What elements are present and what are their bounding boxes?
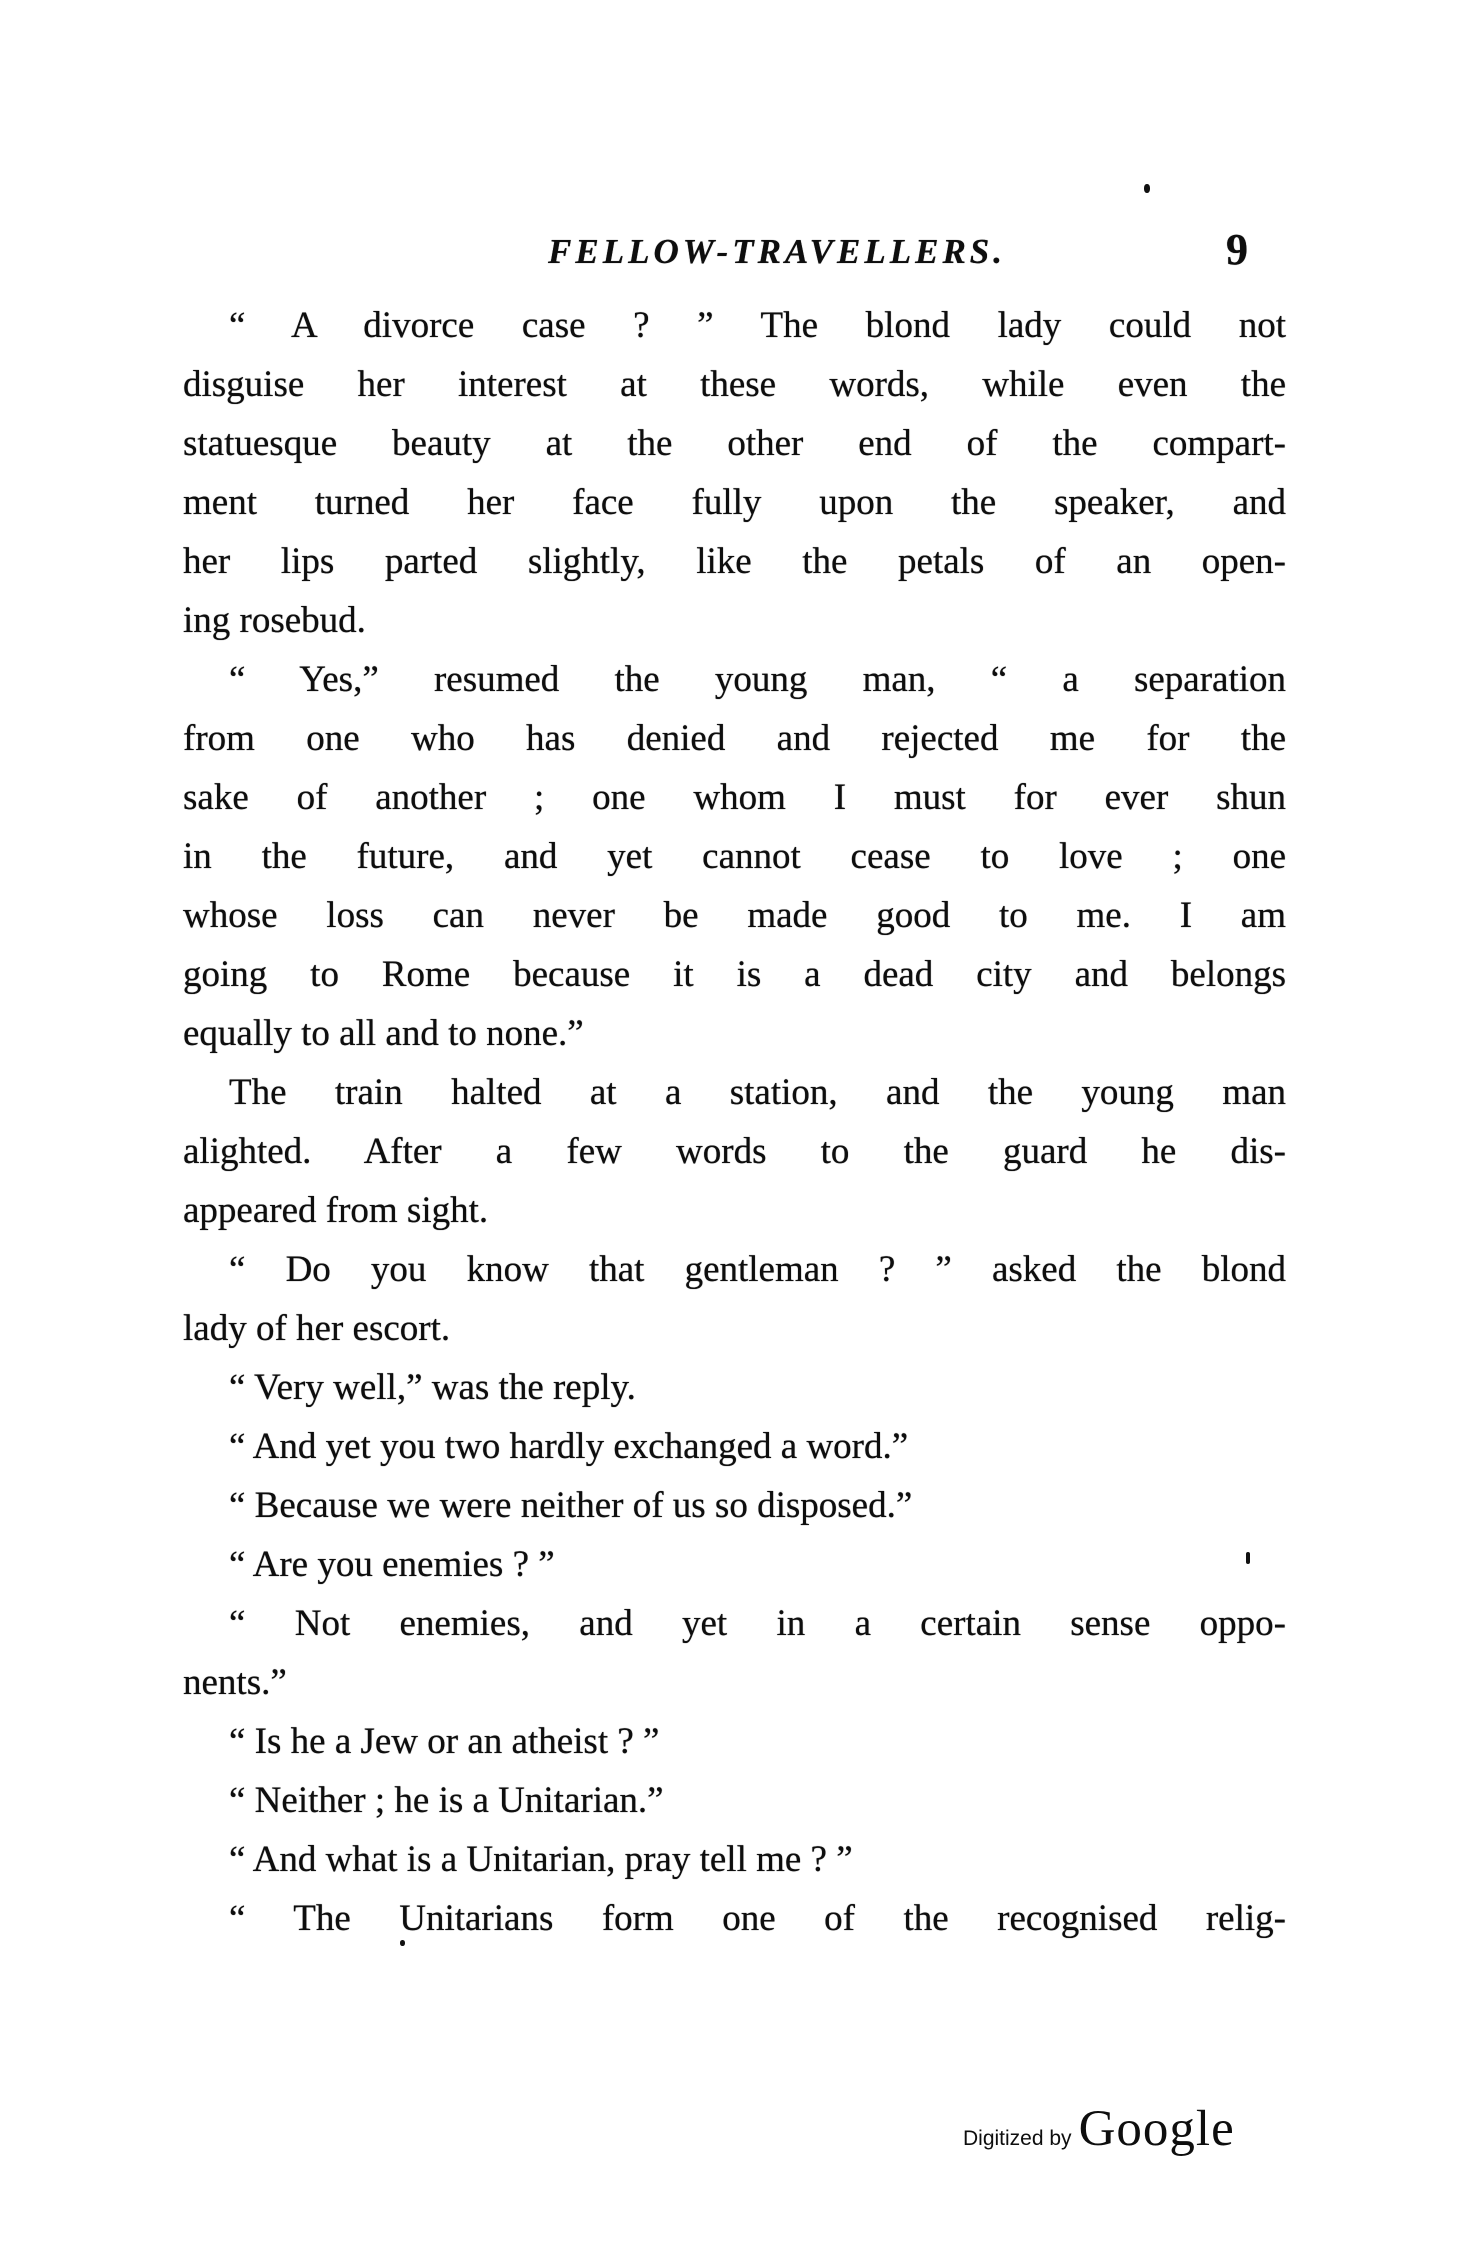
text-line: disguise her interest at these words, while even the xyxy=(183,364,1286,405)
text-line: ing rosebud. xyxy=(183,600,366,641)
text-line: statuesque beauty at the other end of the compart- xyxy=(183,423,1286,464)
text-line: in the future, and yet cannot cease to love ; one xyxy=(183,836,1286,877)
digitized-by-label: Digitized by xyxy=(963,2127,1072,2150)
running-title: FELLOW-TRAVELLERS. xyxy=(548,232,1007,271)
page-number: 9 xyxy=(1226,225,1248,274)
text-line: lady of her escort. xyxy=(183,1308,451,1349)
text-line: sake of another ; one whom I must for ever shun xyxy=(183,777,1286,818)
google-logo: Google xyxy=(1078,2101,1235,2157)
text-line: The train halted at a station, and the young man xyxy=(229,1072,1286,1113)
text-line: going to Rome because it is a dead city and belongs xyxy=(183,954,1286,995)
text-line: “ The Unitarians form one of the recognised relig- xyxy=(229,1898,1286,1939)
text-line: whose loss can never be made good to me. I am xyxy=(183,895,1286,936)
ink-speck xyxy=(1246,1552,1250,1564)
text-line: “ Yes,” resumed the young man, “ a separation xyxy=(229,659,1286,700)
text-line: “ Very well,” was the reply. xyxy=(229,1367,636,1408)
ink-speck xyxy=(1144,184,1150,193)
text-line: “ And yet you two hardly exchanged a word.” xyxy=(229,1426,909,1467)
text-line: “ And what is a Unitarian, pray tell me ? ” xyxy=(229,1839,853,1880)
ink-speck xyxy=(400,1940,405,1946)
text-line: “ Not enemies, and yet in a certain sense oppo- xyxy=(229,1603,1286,1644)
text-line: “ Are you enemies ? ” xyxy=(229,1544,555,1585)
digitization-credit xyxy=(963,2100,1235,2158)
text-line: “ A divorce case ? ” The blond lady could not xyxy=(229,305,1286,346)
text-line: nents.” xyxy=(183,1662,287,1703)
text-line: alighted. After a few words to the guard he dis- xyxy=(183,1131,1286,1172)
text-line: from one who has denied and rejected me for the xyxy=(183,718,1286,759)
text-line: “ Neither ; he is a Unitarian.” xyxy=(229,1780,664,1821)
text-line: appeared from sight. xyxy=(183,1190,489,1231)
text-line: ment turned her face fully upon the speaker, and xyxy=(183,482,1286,523)
body-text xyxy=(183,296,1286,1948)
text-line: “ Do you know that gentleman ? ” asked the blond xyxy=(229,1249,1286,1290)
text-line: equally to all and to none.” xyxy=(183,1013,584,1054)
text-line: “ Is he a Jew or an atheist ? ” xyxy=(229,1721,660,1762)
text-line: “ Because we were neither of us so disposed.” xyxy=(229,1485,913,1526)
text-line: her lips parted slightly, like the petals of an open- xyxy=(183,541,1286,582)
